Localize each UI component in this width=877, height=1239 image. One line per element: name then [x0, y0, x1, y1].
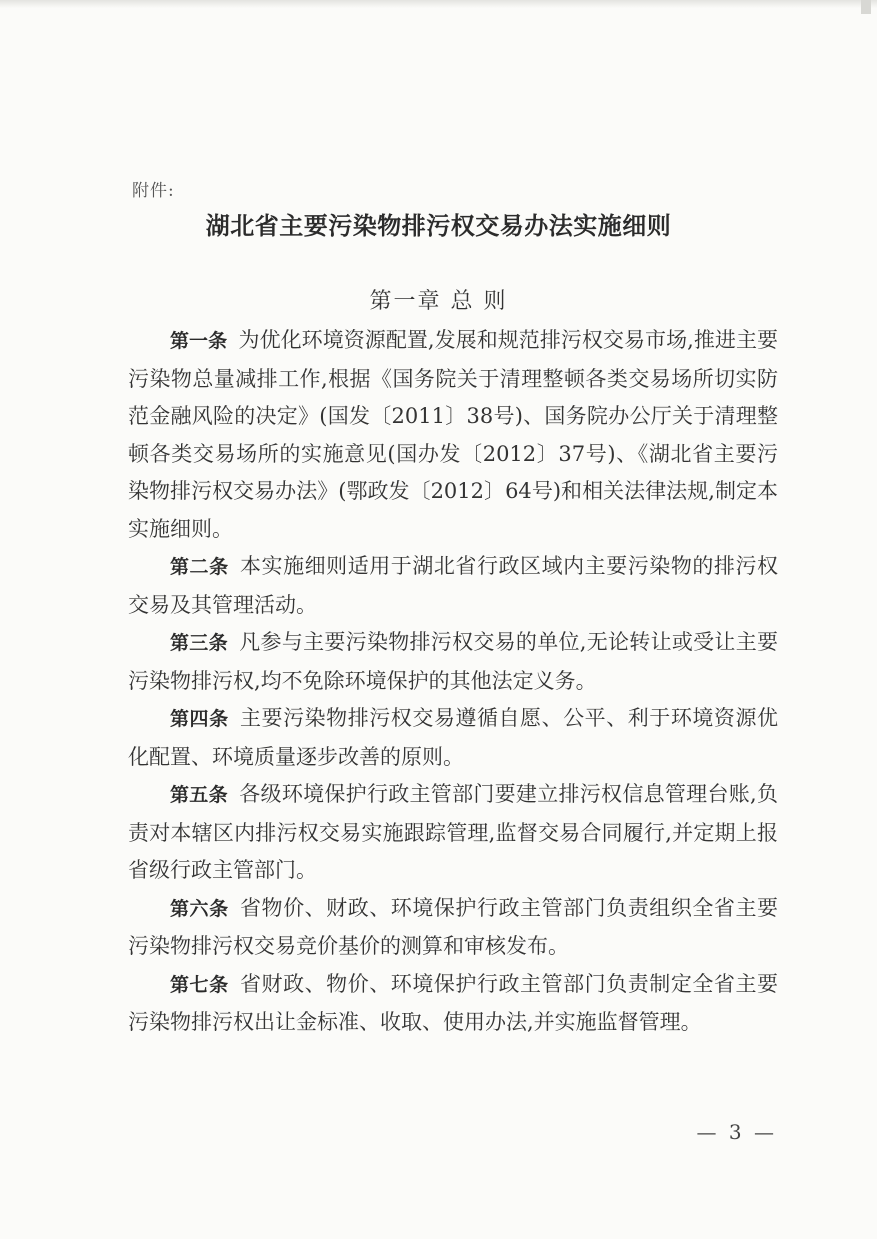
article-number: 第七条 [170, 973, 229, 996]
article-number: 第一条 [170, 330, 228, 352]
article-text: 省物价、财政、环境保护行政主管部门负责组织全省主要污染物排污权交易竞价基价的测算和审核发布。 [128, 895, 778, 958]
article-number: 第六条 [170, 897, 229, 920]
article-2 [128, 548, 778, 624]
article-text: 主要污染物排污权交易遵循自愿、公平、利于环境资源优化配置、环境质量逐步改善的原则。 [128, 706, 778, 769]
scan-corner-mark [861, 0, 871, 14]
document-title: 湖北省主要污染物排污权交易办法实施细则 [205, 212, 672, 240]
article-text: 各级环境保护行政主管部门要建立排污权信息管理台账,负责对本辖区内排污权交易实施跟踪管理,监督交易合同履行,并定期上报省级行政主管部门。 [128, 782, 778, 882]
article-text: 凡参与主要污染物排污权交易的单位,无论转让或受让主要污染物排污权,均不免除环境保护的其他法定义务。 [128, 630, 778, 693]
article-number: 第五条 [170, 784, 228, 806]
chapter-heading: 第一章 总 则 [369, 289, 508, 314]
article-3 [128, 624, 778, 700]
article-text: 为优化环境资源配置,发展和规范排污权交易市场,推进主要污染物总量减排工作,根据《国务院关于清理整顿各类交易场所切实防范金融风险的决定》(国发〔2011〕38号)、国务院办公厅关于清理整顿各类交易场所的实施意见(国办发〔2012〕37号)、《湖北省主要污染物排污权交易办法》(鄂政发〔2012〕64号)和相关法律法规,制定本实施细则。 [128, 328, 778, 541]
attachment-label: 附件: [132, 181, 175, 201]
article-4 [128, 700, 778, 776]
article-number: 第三条 [170, 632, 228, 654]
article-number: 第二条 [170, 556, 229, 578]
article-5 [128, 776, 778, 890]
page-top-edge [0, 0, 877, 8]
page-number: — 3 — [696, 1120, 777, 1144]
article-text: 本实施细则适用于湖北省行政区域内主要污染物的排污权交易及其管理活动。 [128, 554, 778, 617]
article-number: 第四条 [170, 708, 229, 730]
article-text: 省财政、物价、环境保护行政主管部门负责制定全省主要污染物排污权出让金标准、收取、使用办法,并实施监督管理。 [128, 971, 778, 1034]
article-7 [128, 966, 778, 1042]
document-body [128, 322, 778, 1042]
article-6 [128, 890, 778, 966]
article-1 [128, 322, 778, 548]
